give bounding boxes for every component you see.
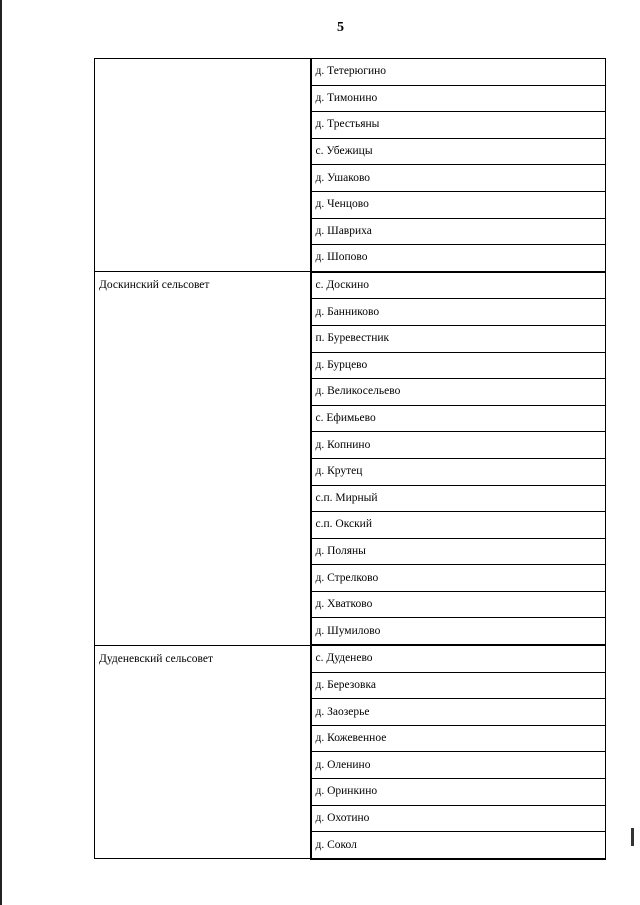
table-row bbox=[95, 59, 606, 86]
village-name: д. Ушаково bbox=[311, 165, 606, 192]
village-name: д. Оленино bbox=[311, 752, 606, 779]
village-name: д. Охотино bbox=[311, 805, 606, 832]
village-name: д. Ченцово bbox=[311, 191, 606, 218]
council-name: Доскинский сельсовет bbox=[95, 272, 311, 645]
table-row bbox=[95, 272, 606, 299]
village-name: д. Трестьяны bbox=[311, 112, 606, 139]
village-name: п. Буревестник bbox=[311, 325, 606, 352]
village-name: д. Банниково bbox=[311, 299, 606, 326]
village-name: д. Великосельево bbox=[311, 379, 606, 406]
village-name: с. Убежицы bbox=[311, 138, 606, 165]
village-name: с. Дуденево bbox=[311, 645, 606, 672]
village-name: д. Хватково bbox=[311, 591, 606, 618]
council-name: Дуденевский сельсовет bbox=[95, 645, 311, 859]
scan-right-mark bbox=[631, 828, 634, 846]
village-name: д. Стрелково bbox=[311, 565, 606, 592]
village-name: д. Березовка bbox=[311, 672, 606, 699]
village-name: с. Ефимьево bbox=[311, 405, 606, 432]
village-name: д. Бурцево bbox=[311, 352, 606, 379]
village-name: д. Поляны bbox=[311, 538, 606, 565]
village-name: д. Заозерье bbox=[311, 699, 606, 726]
village-name: д. Шопово bbox=[311, 245, 606, 272]
village-name: д. Тетерюгино bbox=[311, 59, 606, 86]
village-name: д. Тимонино bbox=[311, 85, 606, 112]
village-name: д. Кожевенное bbox=[311, 725, 606, 752]
village-name: д. Сокол bbox=[311, 832, 606, 859]
settlements-table bbox=[94, 58, 606, 860]
table-row bbox=[95, 645, 606, 672]
village-name: д. Копнино bbox=[311, 432, 606, 459]
council-name bbox=[95, 59, 311, 272]
scan-left-edge bbox=[0, 0, 2, 905]
village-name: с. Доскино bbox=[311, 272, 606, 299]
village-name: д. Шумилово bbox=[311, 618, 606, 645]
village-name: с.п. Окский bbox=[311, 512, 606, 539]
page-number: 5 bbox=[337, 20, 344, 35]
village-name: д. Крутец bbox=[311, 458, 606, 485]
village-name: с.п. Мирный bbox=[311, 485, 606, 512]
village-name: д. Оринкино bbox=[311, 779, 606, 806]
village-name: д. Шавриха bbox=[311, 218, 606, 245]
